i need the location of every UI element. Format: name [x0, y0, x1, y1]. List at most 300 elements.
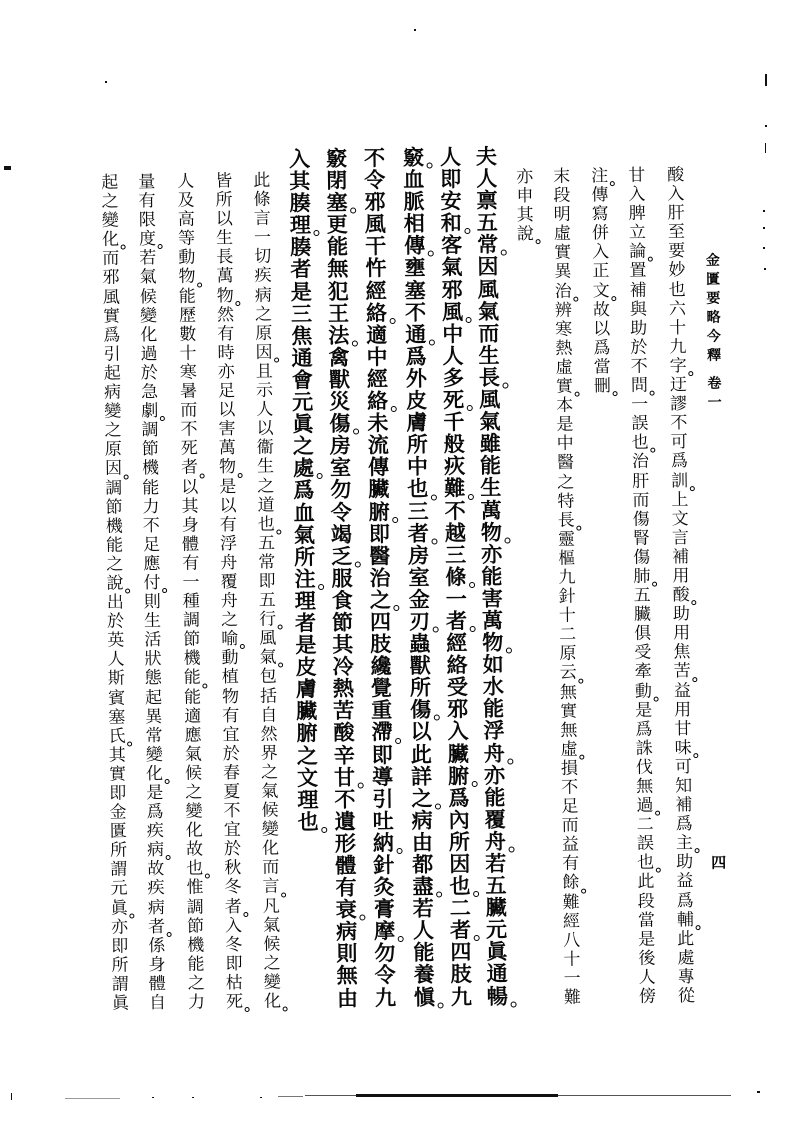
punctuation-mark [431, 538, 437, 544]
punctuation-mark [393, 605, 399, 611]
character: 寒 [179, 362, 197, 383]
character: 竅 [325, 145, 348, 171]
character: 身 [181, 515, 199, 536]
character: 覆 [220, 572, 238, 593]
scan-artifact [764, 268, 766, 270]
scan-artifact [11, 1093, 12, 1100]
character: 不 [363, 145, 386, 171]
character: 味 [673, 739, 693, 758]
scan-artifact [356, 1094, 558, 1097]
character: 令 [330, 499, 352, 525]
character: 爲 [448, 784, 470, 811]
character: 實 [108, 764, 127, 785]
character: 及 [177, 190, 195, 211]
character: 專 [677, 967, 695, 988]
character: 受 [634, 643, 652, 664]
character: 納 [371, 832, 395, 854]
main-text-column [438, 146, 473, 1008]
character: 人 [476, 165, 498, 192]
character: 即 [111, 936, 129, 957]
character: 服 [331, 565, 353, 591]
character: 膚 [295, 676, 318, 702]
character: 所 [111, 955, 129, 976]
punctuation-mark [502, 383, 508, 389]
punctuation-mark [129, 913, 134, 918]
punctuation-mark [321, 827, 327, 833]
scan-artifact [765, 125, 767, 127]
character: 而 [180, 400, 198, 421]
character: 且 [255, 361, 273, 382]
character: 疾 [146, 821, 164, 842]
character: 爲 [593, 338, 611, 359]
character: 中 [406, 453, 429, 480]
character: 醫 [369, 542, 391, 569]
character: 化 [140, 324, 158, 346]
character: 自 [260, 705, 278, 726]
character: 邪 [364, 189, 386, 215]
character: 起 [101, 172, 119, 193]
character: 訓 [670, 472, 690, 491]
character: 五 [485, 872, 507, 898]
punctuation-mark [507, 758, 513, 764]
character: 者 [146, 918, 166, 937]
character: 外 [405, 365, 428, 391]
character: 明 [553, 204, 571, 226]
character: 無 [636, 776, 654, 797]
character: 時 [217, 342, 235, 364]
character: 即 [225, 953, 243, 975]
character: 肢 [450, 961, 472, 987]
character: 者 [223, 898, 243, 917]
character: 出 [106, 592, 124, 613]
punctuation-mark [124, 474, 129, 479]
character: 也 [448, 875, 472, 897]
character: 節 [331, 609, 354, 635]
character: 滯 [370, 721, 394, 743]
character: 當 [593, 357, 611, 378]
character: 傷 [633, 547, 651, 568]
character: 植 [221, 667, 239, 688]
character: 死 [224, 993, 244, 1012]
character: 之 [257, 476, 275, 497]
scan-artifact [757, 1091, 760, 1093]
character: 臟 [368, 476, 390, 502]
character: 於 [106, 611, 125, 632]
character: 併 [591, 223, 610, 244]
character: 可 [670, 432, 688, 453]
commentary-column [666, 166, 697, 1006]
character: 風 [440, 301, 464, 323]
character: 實 [560, 701, 578, 722]
character: 五 [633, 585, 651, 606]
character: 腠 [289, 190, 311, 216]
character: 能 [182, 669, 202, 688]
character: 補 [675, 795, 693, 816]
punctuation-mark [205, 874, 210, 879]
character: 臟 [485, 894, 507, 921]
character: 絡 [364, 302, 388, 324]
character: 萬 [216, 266, 234, 287]
character: 末 [553, 166, 571, 187]
character: 益 [561, 834, 580, 856]
character: 限 [138, 210, 156, 231]
character: 室 [408, 564, 430, 590]
character: 括 [259, 686, 278, 707]
character: 能 [413, 939, 435, 966]
character: 誤 [636, 833, 655, 855]
character: 補 [672, 547, 690, 568]
punctuation-mark [391, 406, 397, 412]
character: 舟 [220, 591, 238, 612]
punctuation-mark [468, 493, 474, 499]
character: 難 [562, 892, 580, 913]
commentary-column [137, 173, 168, 1013]
character: 爲 [676, 890, 694, 911]
character: 主 [674, 834, 694, 853]
character: 若 [139, 248, 157, 269]
character: 通 [486, 961, 508, 987]
character: 條 [444, 566, 468, 588]
character: 都 [412, 851, 434, 877]
character: 變 [263, 972, 281, 993]
punctuation-mark [690, 486, 695, 491]
character: 而 [632, 490, 650, 511]
punctuation-mark [278, 625, 283, 630]
page-number: 四 [711, 853, 727, 872]
character: 爲 [293, 477, 315, 503]
character: 九 [558, 567, 576, 588]
character: 所 [406, 431, 428, 458]
punctuation-mark [573, 296, 578, 301]
character: 有 [182, 553, 200, 574]
character: 人 [442, 342, 464, 369]
character: 而 [102, 248, 120, 270]
character: 風 [364, 211, 387, 237]
punctuation-mark [433, 627, 439, 633]
scan-artifact [260, 1097, 262, 1098]
character: 寒 [555, 319, 573, 340]
character: 文 [296, 764, 319, 790]
character: 臟 [633, 604, 652, 626]
character: 不 [444, 497, 466, 523]
character: 虛 [555, 357, 573, 378]
character: 經 [446, 630, 468, 656]
character: 靈 [557, 529, 576, 550]
character: 氏 [107, 727, 127, 746]
punctuation-mark [166, 855, 171, 860]
character: 若 [412, 895, 434, 921]
character: 般 [443, 431, 465, 457]
character: 肺 [632, 568, 652, 587]
character: 化 [261, 838, 280, 860]
character: 食 [331, 587, 353, 613]
character: 生 [215, 228, 234, 249]
character: 四 [450, 939, 472, 965]
character: 說 [515, 225, 535, 244]
character: 也 [296, 811, 320, 833]
character: 釋 [706, 347, 722, 364]
character: 也 [406, 478, 430, 500]
character: 未 [367, 410, 389, 436]
character: 傍 [638, 986, 657, 1007]
character: 特 [557, 491, 575, 512]
character: 死 [442, 389, 466, 411]
character: 化 [100, 231, 120, 250]
character: 不 [180, 419, 198, 441]
character: 氣 [261, 781, 279, 802]
character: 盡 [411, 876, 435, 898]
character: 立 [628, 222, 647, 244]
character: 一 [707, 394, 722, 411]
character: 邪 [441, 276, 463, 302]
character: 有 [219, 514, 237, 535]
character: 三 [445, 541, 467, 568]
character: 於 [140, 363, 158, 384]
punctuation-mark [353, 429, 359, 435]
character: 甘 [332, 766, 356, 788]
character: 高 [177, 209, 195, 231]
character: 言 [261, 878, 281, 897]
character: 調 [186, 897, 204, 918]
character: 問 [629, 377, 649, 396]
character: 益 [673, 680, 692, 701]
character: 遺 [334, 808, 356, 834]
character: 辨 [554, 300, 573, 321]
character: 是 [635, 700, 653, 721]
character: 臟 [296, 698, 318, 724]
character: 物 [177, 268, 197, 287]
punctuation-mark [469, 582, 475, 588]
punctuation-mark [504, 537, 510, 543]
character: 是 [290, 278, 312, 304]
character: 有 [138, 191, 156, 212]
scan-artifact [152, 1097, 154, 1098]
character: 病 [254, 285, 272, 306]
character: 有 [335, 874, 357, 900]
character: 以 [219, 495, 237, 516]
character: 肝 [667, 203, 685, 224]
main-text-column [324, 145, 359, 1011]
character: 之 [296, 742, 318, 768]
character: 變 [104, 401, 122, 422]
character: 能 [484, 784, 506, 810]
character: 疾 [147, 878, 165, 899]
character: 二 [559, 624, 577, 646]
character: 助 [672, 604, 691, 625]
character: 者 [290, 256, 312, 282]
character: 室 [329, 454, 352, 481]
character: 於 [223, 839, 242, 860]
character: 竅 [401, 147, 425, 169]
character: 焦 [291, 322, 313, 349]
character: 一 [631, 394, 649, 416]
character: 難 [443, 477, 467, 499]
character: 治 [631, 452, 650, 473]
character: 過 [635, 797, 655, 816]
character: 元 [110, 879, 128, 900]
character: 安 [440, 188, 462, 214]
character: 中 [442, 320, 464, 347]
character: 氣 [184, 744, 202, 765]
punctuation-mark [578, 678, 583, 683]
character: 經 [366, 366, 389, 392]
character: 俱 [634, 623, 652, 645]
character: 是 [556, 414, 574, 436]
character: 令 [374, 962, 396, 988]
punctuation-mark [506, 648, 512, 654]
character: 爲 [146, 802, 164, 823]
character: 其 [516, 205, 534, 226]
character: 禀 [476, 187, 498, 214]
character: 和 [439, 212, 463, 234]
character: 劇 [140, 402, 160, 421]
character: 是 [219, 476, 237, 497]
character: 論 [628, 243, 648, 262]
character: 歷 [178, 305, 197, 326]
character: 膚 [406, 409, 428, 435]
punctuation-mark [575, 392, 580, 397]
character: 態 [144, 668, 162, 689]
character: 通 [291, 344, 313, 371]
character: 異 [554, 262, 572, 283]
character: 舟 [220, 552, 238, 574]
character: 機 [183, 648, 201, 670]
character: 絡 [366, 390, 390, 412]
commentary-column [590, 167, 613, 396]
character: 可 [674, 757, 693, 778]
running-head-title [705, 252, 722, 366]
character: 氣 [477, 298, 500, 324]
character: 三 [407, 498, 429, 524]
character: 者 [179, 459, 199, 478]
character: 春 [222, 762, 241, 784]
character: 金 [705, 252, 720, 269]
character: 言 [671, 527, 690, 549]
character: 九 [450, 983, 473, 1009]
character: 八 [563, 930, 581, 951]
character: 不 [142, 515, 160, 536]
character: 血 [403, 166, 425, 192]
punctuation-mark [318, 584, 324, 590]
character: 水 [482, 673, 505, 700]
character: 重 [371, 697, 393, 723]
character: 刪 [592, 377, 612, 396]
character: 實 [554, 378, 574, 397]
character: 之 [187, 973, 205, 994]
character: 身 [148, 954, 166, 976]
character: 十 [563, 949, 581, 970]
character: 如 [482, 651, 504, 678]
character: 云 [558, 664, 578, 683]
character: 肝 [632, 471, 650, 492]
character: 凡 [262, 896, 280, 917]
character: 能 [479, 452, 502, 479]
character: 傳 [591, 185, 609, 206]
character: 流 [367, 432, 389, 458]
punctuation-mark [474, 935, 480, 941]
punctuation-mark [650, 391, 655, 396]
character: 之 [292, 433, 314, 459]
punctuation-mark [245, 1007, 250, 1012]
character: 吐 [372, 807, 394, 834]
character: 針 [558, 586, 576, 607]
punctuation-mark [508, 846, 514, 852]
character: 冷 [332, 653, 354, 679]
character: 則 [143, 592, 161, 613]
character: 眞 [111, 993, 130, 1014]
character: 萬 [480, 497, 502, 523]
character: 應 [143, 553, 161, 575]
character: 元 [485, 916, 508, 943]
character: 勿 [330, 476, 352, 503]
character: 入 [592, 242, 610, 263]
character: 理 [288, 214, 312, 236]
character: 五 [257, 533, 276, 554]
character: 脾 [628, 203, 646, 225]
punctuation-mark [427, 163, 433, 169]
character: 二 [636, 814, 654, 836]
character: 今 [706, 328, 721, 345]
character: 是 [146, 783, 164, 804]
character: 物 [481, 632, 505, 654]
scan-artifact [763, 247, 765, 249]
punctuation-mark [392, 517, 398, 523]
punctuation-mark [472, 781, 478, 787]
character: 傷 [328, 413, 352, 435]
punctuation-mark [438, 1002, 444, 1008]
character: 人 [256, 399, 274, 420]
character: 亦 [483, 762, 506, 788]
character: 此 [677, 928, 695, 950]
character: 種 [182, 591, 200, 612]
character: 注 [293, 568, 317, 590]
commentary-column [627, 167, 658, 1007]
punctuation-mark [240, 644, 245, 649]
character: 故 [147, 859, 165, 880]
character: 生 [478, 342, 500, 368]
character: 塞 [108, 707, 126, 728]
character: 十 [558, 605, 577, 627]
character: 二 [449, 895, 471, 921]
character: 有 [562, 854, 580, 875]
punctuation-mark [276, 529, 281, 534]
character: 醫 [556, 453, 575, 474]
character: 理 [294, 587, 316, 614]
punctuation-mark [200, 473, 205, 478]
character: 塞 [325, 192, 349, 214]
character: 焦 [673, 642, 691, 663]
character: 不 [561, 777, 579, 798]
punctuation-mark [695, 848, 700, 853]
punctuation-mark [158, 244, 163, 249]
commentary-column [252, 172, 283, 1012]
character: 之 [185, 782, 203, 803]
punctuation-mark [431, 494, 437, 500]
punctuation-mark [650, 448, 655, 453]
character: 補 [629, 280, 647, 301]
character: 付 [142, 574, 162, 593]
character: 長 [216, 247, 234, 268]
character: 此 [637, 872, 655, 893]
character: 條 [253, 189, 271, 210]
character: 之 [260, 762, 279, 783]
character: 動 [221, 648, 239, 669]
main-text-column [401, 144, 436, 1010]
character: 皮 [405, 387, 428, 413]
character: 候 [261, 800, 279, 821]
character: 亦 [516, 167, 534, 188]
character: 膏 [373, 896, 395, 922]
